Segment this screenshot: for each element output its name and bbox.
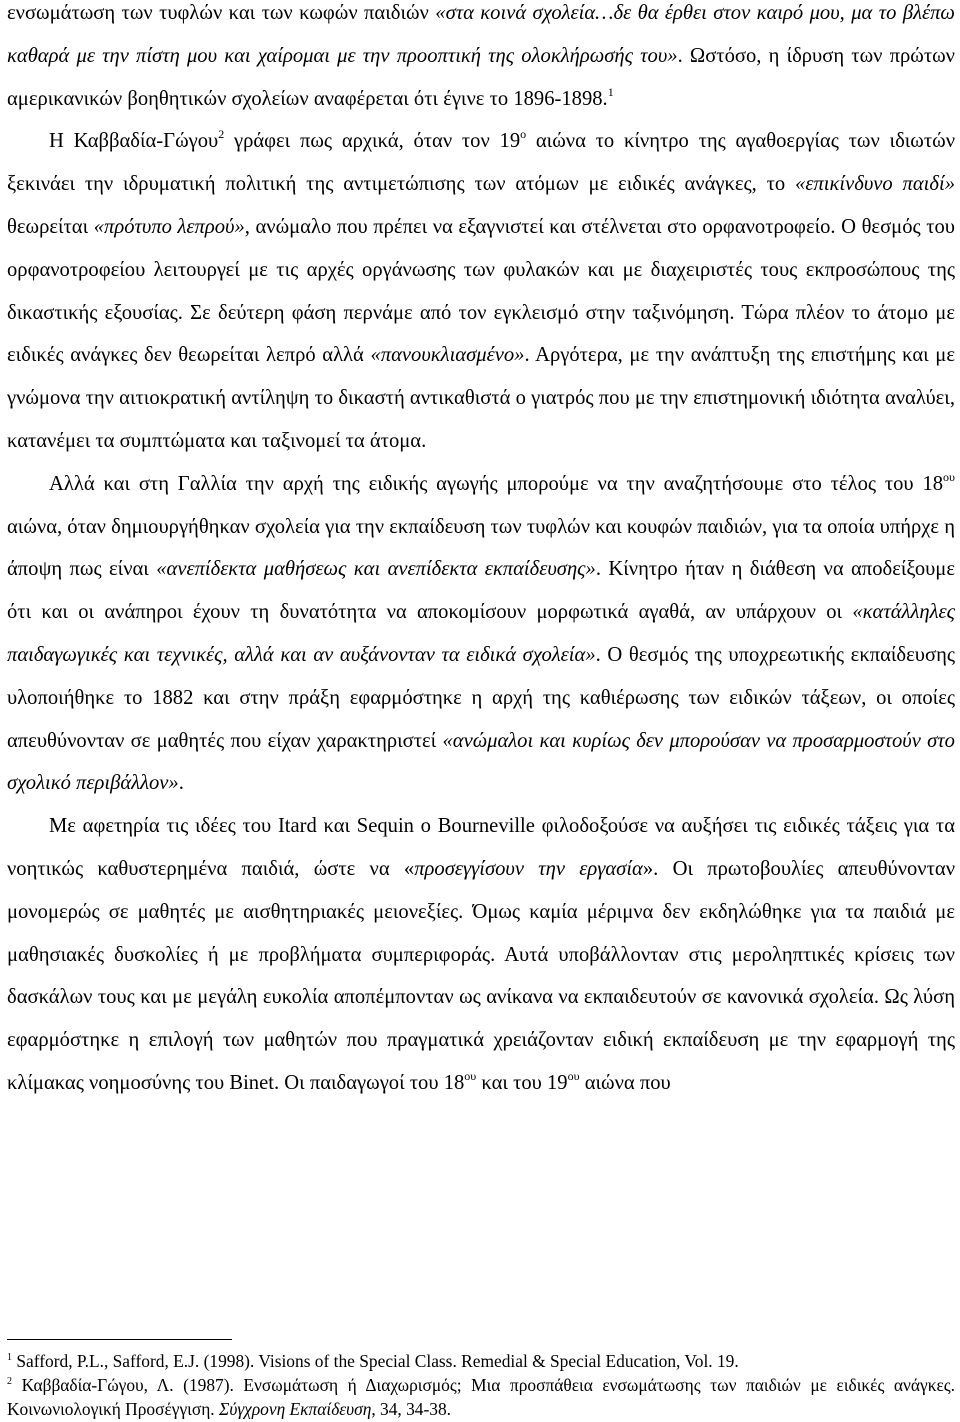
text-run: . Ωστόσο, η ίδρυση των πρώτων αμερικανικών βοηθητικών σχολείων αναφέρεται ότι έγινε το 1896-1898. [7,44,955,110]
italic-quote: «επικίνδυνο παιδί» [795,173,955,196]
italic-quote: «στα κοινά σχολεία…δε θα έρθει στον καιρό μου, μα το βλέπω καθαρά με την πίστη μου και χαίρομαι με την προοπτική της ολοκλήρωσής του» [7,2,955,67]
italic-quote: «πανουκλιασμένο» [370,344,525,367]
superscript: 2 [218,127,225,142]
superscript: ου [464,1068,477,1083]
text-run: θεωρείται [7,215,94,238]
text-run: Η Καββαδία-Γώγου [49,130,219,153]
italic-quote: «κατάλληλες παιδαγωγικές και τεχνικές, αλλά και αν αυξάνονταν τα ειδικά σχολεία» [7,601,955,666]
italic-quote: Σύγχρονη Εκπαίδευση [219,1399,372,1419]
text-run: , 34, 34-38. [371,1399,452,1419]
text-run: και του 19 [476,1071,568,1094]
footnote-1 [7,1349,955,1373]
italic-quote: «ανεπίδεκτα μαθήσεως και ανεπίδεκτα εκπαίδευσης» [156,558,596,581]
superscript: ου [943,469,955,484]
text-run: αιώνα που [579,1071,671,1094]
text-run: Αλλά και στη Γαλλία την αρχή της ειδικής αγωγής μπορούμε να την αναζητήσουμε στο τέλος του 18 [49,472,944,495]
superscript: 2 [7,1376,12,1387]
text-run: . Ο θεσμός της υποχρεωτικής εκπαίδευσης υλοποιήθηκε το 1882 και στην πράξη εφαρμόστηκε η αρχή της καθιέρωσης των ειδικών τάξεων, οι οποίες απευθύνονταν σε μαθητές που είχαν χαρακτηριστεί [7,643,955,752]
document-body [7,0,955,1105]
superscript: 1 [7,1352,12,1363]
text-run: , ανώμαλο που πρέπει να εξαγνιστεί και στέλνεται στο ορφανοτροφείο. Ο θεσμός του ορφανοτροφείου λειτουργεί με τις αρχές οργάνωσης των φυλακών και με διαχειριστές τους εκπροσώπους της δικαστικής εξουσίας. Σε δεύτερη φάση περνάμε από τον εγκλεισμό στην ταξινόμηση. Τώρα πλέον το άτομο με ειδικές ανάγκες δεν θεωρείται λεπρό αλλά [7,215,955,367]
text-run: Καββαδία-Γώγου, Λ. (1987). Ενσωμάτωση ή Διαχωρισμός; Μια προσπάθεια ενσωμάτωσης των παιδιών με ειδικές ανάγκες. Κοινωνιολογική Προσέγγιση. [7,1375,955,1419]
superscript: ο [520,127,527,142]
text-run: ενσωμάτωση των τυφλών και των κωφών παιδιών [7,2,436,24]
text-run: . [178,772,184,795]
italic-quote: προσεγγίσουν την εργασία [414,857,643,880]
text-run: Safford, P.L., Safford, E.J. (1998). Visions of the Special Class. Remedial & Special Education, Vol. 19. [12,1351,739,1371]
text-run: ». Οι πρωτοβουλίες απευθύνονταν μονομερώς σε μαθητές με αισθητηριακές μειονεξίες. Όμως καμία μέριμνα δεν εκδηλώθηκε για τα παιδιά με μαθησιακές δυσκολίες ή με προβλήματα συμπεριφοράς. Αυτά υποβάλλονταν στις μεροληπτικές κρίσεις των δασκάλων τους και με μεγάλη ευκολία αποπέμπονταν ως ανίκανα να εκπαιδευτούν σε κανονικά σχολεία. Ως λύση εφαρμόστηκε η επιλογή των μαθητών που πραγματικά χρειάζονταν ειδική εκπαίδευση με την εφαρμογή της κλίμακας νοημοσύνης του Binet. Οι παιδαγωγοί του 18 [7,857,955,1094]
paragraph-2 [7,120,955,462]
text-run: Με αφετηρία τις ιδέες του Itard και Sequin ο Bourneville φιλοδοξούσε να αυξήσει τις ειδικές τάξεις για τα νοητικώς καθυστερημένα παιδιά, ώστε να « [7,815,955,880]
text-run: . Κίνητρο ήταν η διάθεση να αποδείξουμε ότι και οι ανάπηροι έχουν τη δυνατότητα να αποκομίσουν μορφωτικά αγαθά, αν υπάρχουν οι [7,558,955,624]
superscript: ου [567,1068,580,1083]
italic-quote: «ανώμαλοι και κυρίως δεν μπορούσαν να προσαρμοστούν στο σχολικό περιβάλλον» [7,729,955,795]
text-run: γράφει πως αρχικά, όταν τον 19 [224,130,521,153]
footnote-2 [7,1373,955,1421]
text-run: αιώνα το κίνητρο της αγαθοεργίας των ιδιωτών ξεκινάει την ιδρυματική πολιτική της αντιμετώπισης των ατόμων με ειδικές ανάγκες, το [7,130,956,196]
text-run: . Αργότερα, με την ανάπτυξη της επιστήμης και με γνώμονα την αιτιοκρατική αντίληψη το δικαστή αντικαθιστά ο γιατρός που με την επιστημονική ιδιότητα αναλύει, κατανέμει τα συμπτώματα και ταξινομεί τα άτομα. [7,344,955,452]
paragraph-4 [7,805,955,1105]
footnote-separator [7,1339,232,1340]
footnotes [7,1349,955,1421]
paragraph-3 [7,463,955,805]
italic-quote: «πρότυπο λεπρού» [93,215,245,238]
superscript: 1 [607,84,614,99]
text-run: αιώνα, όταν δημιουργήθηκαν σχολεία για την εκπαίδευση των τυφλών και κουφών παιδιών, για τα οποία υπήρχε η άποψη πως είναι [7,515,955,581]
paragraph-1 [7,0,955,120]
